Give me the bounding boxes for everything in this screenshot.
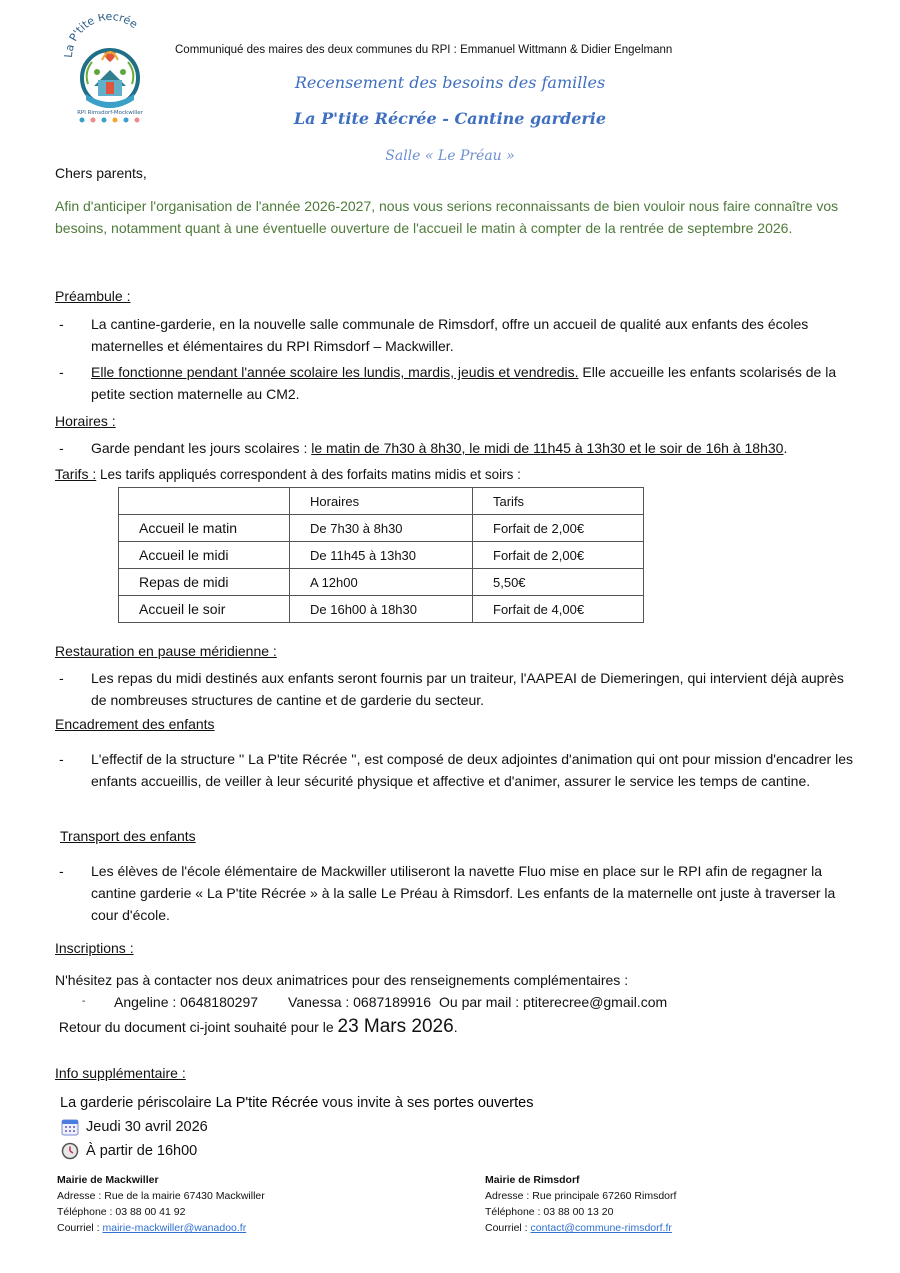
horaires-list [55, 437, 875, 459]
table-cell: De 16h00 à 18h30 [290, 596, 473, 623]
heading-horaires: Horaires : [55, 413, 116, 429]
contact-angeline[interactable]: Angeline : 0648180297 [114, 994, 259, 1010]
info-text-1: La garderie périscolaire [60, 1095, 216, 1111]
table-cell: De 7h30 à 8h30 [290, 515, 473, 542]
table-cell: Forfait de 2,00€ [473, 515, 644, 542]
table-cell: De 11h45 à 13h30 [290, 542, 473, 569]
restauration-item: Les repas du midi destinés aux enfants seront fournis par un traiteur, l'AAPEAI de Diemeringen, qui intervient déjà auprès de nombreuses structures de cantine et de garderie du secteur. [91, 670, 844, 708]
info-bold-2: portes ouvertes [433, 1095, 534, 1111]
info-date-row [61, 1118, 208, 1136]
preambule-item-1: La cantine-garderie, en la nouvelle salle communale de Rimsdorf, offre un accueil de qualité aux enfants des écoles maternelles et élémentaires du RPI Rimsdorf – Mackwiller. [91, 316, 809, 354]
tarifs-line [55, 464, 521, 485]
tarifs-table [118, 487, 644, 623]
svg-text:La P'tite Récrée: La P'tite Récrée [62, 14, 141, 59]
horaires-suffix: . [783, 440, 788, 456]
retour-line [55, 1014, 458, 1040]
table-header-cell: Tarifs [473, 488, 644, 515]
intro-paragraph: Afin d'anticiper l'organisation de l'année 2026-2027, nous vous serions reconnaissants de bien vouloir nous faire connaître vos besoins, notamment quant à une éventuelle ouverture de l'accueil le matin à compter de la rentrée de septembre 2026. [55, 198, 839, 236]
footer-mackwiller [57, 1172, 265, 1236]
preambule-item-2-rest: Elle accueille les enfants scolarisés de la petite section maternelle au CM2. [91, 364, 837, 402]
heading-tarifs: Tarifs : [55, 466, 97, 482]
list-item: - L'effectif de la structure '' La P'tite Récrée '', est composé de deux adjointes d'animation qui ont pour mission d'encadrer les enfants accueillis, de veiller à leur sécurité physique et affective et d'animer, assurer le service les temps de cantine. [55, 748, 855, 792]
footer-rimsdorf [485, 1172, 676, 1236]
table-header-cell: Horaires [290, 488, 473, 515]
table-cell: Accueil le midi [119, 542, 290, 569]
title-recensement: Recensement des besoins des familles [294, 73, 606, 92]
info-bold-1: La P'tite Récrée [215, 1095, 319, 1111]
preambule-item-2-underlined: Elle fonctionne pendant l'année scolaire les lundis, mardis, jeudis et vendredis. [91, 364, 579, 380]
mairie-phone: Téléphone : 03 88 00 41 92 [57, 1206, 186, 1218]
retour-suffix: . [453, 1019, 458, 1035]
mairie-email-line: Courriel : mairie-mackwiller@wanadoo.fr [57, 1222, 247, 1234]
transport-list [55, 860, 855, 926]
table-cell: Forfait de 2,00€ [473, 542, 644, 569]
tarifs-table-wrap [118, 487, 644, 623]
mairie-phone: Téléphone : 03 88 00 13 20 [485, 1206, 614, 1218]
table-cell: A 12h00 [290, 569, 473, 596]
list-item: - Les élèves de l'école élémentaire de Mackwiller utiliseront la navette Fluo mise en place sur le RPI afin de regagner la cantine garderie « La P'tite Récrée » à la salle Le Préau à Rimsdorf. Les enfants de la maternelle ont juste à traverser la cour d'école. [55, 860, 855, 926]
mairie-name: Mairie de Mackwiller [57, 1174, 159, 1186]
encadrement-item: L'effectif de la structure '' La P'tite Récrée '', est composé de deux adjointes d'animation qui ont pour mission d'encadrer les enfants accueillis, de veiller à leur sécurité physique et affective et d'animer, assurer le service les temps de cantine. [91, 751, 853, 789]
clock-icon [61, 1142, 79, 1160]
contacts-line: - Angeline : 0648180297 Vanessa : 0687189916 Ou par mail : ptiterecree@gmail.com [82, 991, 667, 1013]
mairie-email-line: Courriel : contact@commune-rimsdorf.fr [485, 1222, 672, 1234]
table-cell: 5,50€ [473, 569, 644, 596]
heading-encadrement: Encadrement des enfants [55, 716, 215, 732]
table-cell: Forfait de 4,00€ [473, 596, 644, 623]
tarifs-intro: Les tarifs appliqués correspondent à des forfaits matins midis et soirs : [96, 467, 521, 482]
title-cantine-garderie: La P'tite Récrée - Cantine garderie [293, 109, 607, 128]
contact-mail[interactable]: Ou par mail : ptiterecree@gmail.com [439, 994, 668, 1010]
preambule-list [55, 313, 855, 405]
info-time-row [61, 1142, 197, 1160]
heading-info: Info supplémentaire : [55, 1065, 186, 1081]
table-cell: Accueil le matin [119, 515, 290, 542]
table-cell: Repas de midi [119, 569, 290, 596]
list-item: - Garde pendant les jours scolaires : le matin de 7h30 à 8h30, le midi de 11h45 à 13h30 et le soir de 16h à 18h30. [59, 440, 788, 456]
horaires-times: le matin de 7h30 à 8h30, le midi de 11h45 à 13h30 et le soir de 16h à 18h30 [311, 440, 784, 456]
mairie-name: Mairie de Rimsdorf [485, 1174, 580, 1186]
table-row [119, 542, 644, 569]
mairie-address: Adresse : Rue de la mairie 67430 Mackwiller [57, 1190, 265, 1202]
transport-item: Les élèves de l'école élémentaire de Mackwiller utiliseront la navette Fluo mise en place sur le RPI afin de regagner la cantine garderie « La P'tite Récrée » à la salle Le Préau à Rimsdorf. Les enfants de la maternelle ont juste à traverser la cour d'école. [91, 863, 836, 923]
info-date: Jeudi 30 avril 2026 [86, 1119, 208, 1135]
table-row [119, 596, 644, 623]
mairie-address: Adresse : Rue principale 67260 Rimsdorf [485, 1190, 677, 1202]
restauration-list [55, 667, 855, 711]
calendar-icon [61, 1118, 79, 1136]
info-time: À partir de 16h00 [86, 1143, 198, 1159]
mairie-email-link[interactable]: mairie-mackwiller@wanadoo.fr [102, 1222, 247, 1234]
heading-transport: Transport des enfants [60, 828, 196, 844]
heading-preambule: Préambule : [55, 288, 131, 304]
table-header-cell [119, 488, 290, 515]
info-text-2: vous invite à ses [318, 1095, 434, 1111]
info-line [60, 1095, 533, 1111]
mairie-email-link[interactable]: contact@commune-rimsdorf.fr [530, 1222, 672, 1234]
retour-text: Retour du document ci-joint souhaité pour le [55, 1019, 338, 1035]
table-cell: Accueil le soir [119, 596, 290, 623]
heading-inscriptions: Inscriptions : [55, 940, 134, 956]
heading-restauration: Restauration en pause méridienne : [55, 643, 277, 659]
communique-line: Communiqué des maires des deux communes du RPI : Emmanuel Wittmann & Didier Engelmann [175, 44, 673, 56]
table-row [119, 515, 644, 542]
title-salle: Salle « Le Préau » [385, 148, 515, 164]
contact-intro: N'hésitez pas à contacter nos deux animatrices pour des renseignements complémentaires : [55, 972, 629, 988]
list-item: - La cantine-garderie, en la nouvelle salle communale de Rimsdorf, offre un accueil de qualité aux enfants des écoles maternelles et élémentaires du RPI Rimsdorf – Mackwiller. [55, 313, 855, 357]
retour-date: 23 Mars 2026 [337, 1016, 454, 1037]
greeting: Chers parents, [55, 165, 147, 181]
contact-vanessa[interactable]: Vanessa : 0687189916 [288, 994, 432, 1010]
list-item: - Les repas du midi destinés aux enfants seront fournis par un traiteur, l'AAPEAI de Diemeringen, qui intervient déjà auprès de nombreuses structures de cantine et de garderie du secteur. [55, 667, 855, 711]
list-item: - Elle fonctionne pendant l'année scolaire les lundis, mardis, jeudis et vendredis. Elle accueille les enfants scolarisés de la petite section maternelle au CM2. [59, 364, 837, 402]
table-row [119, 569, 644, 596]
horaires-prefix: Garde pendant les jours scolaires : [91, 440, 312, 456]
svg-text:RPI Rimsdorf-Mockwiller: RPI Rimsdorf-Mockwiller [77, 110, 143, 116]
table-header-row [119, 488, 644, 515]
encadrement-list [55, 748, 855, 792]
